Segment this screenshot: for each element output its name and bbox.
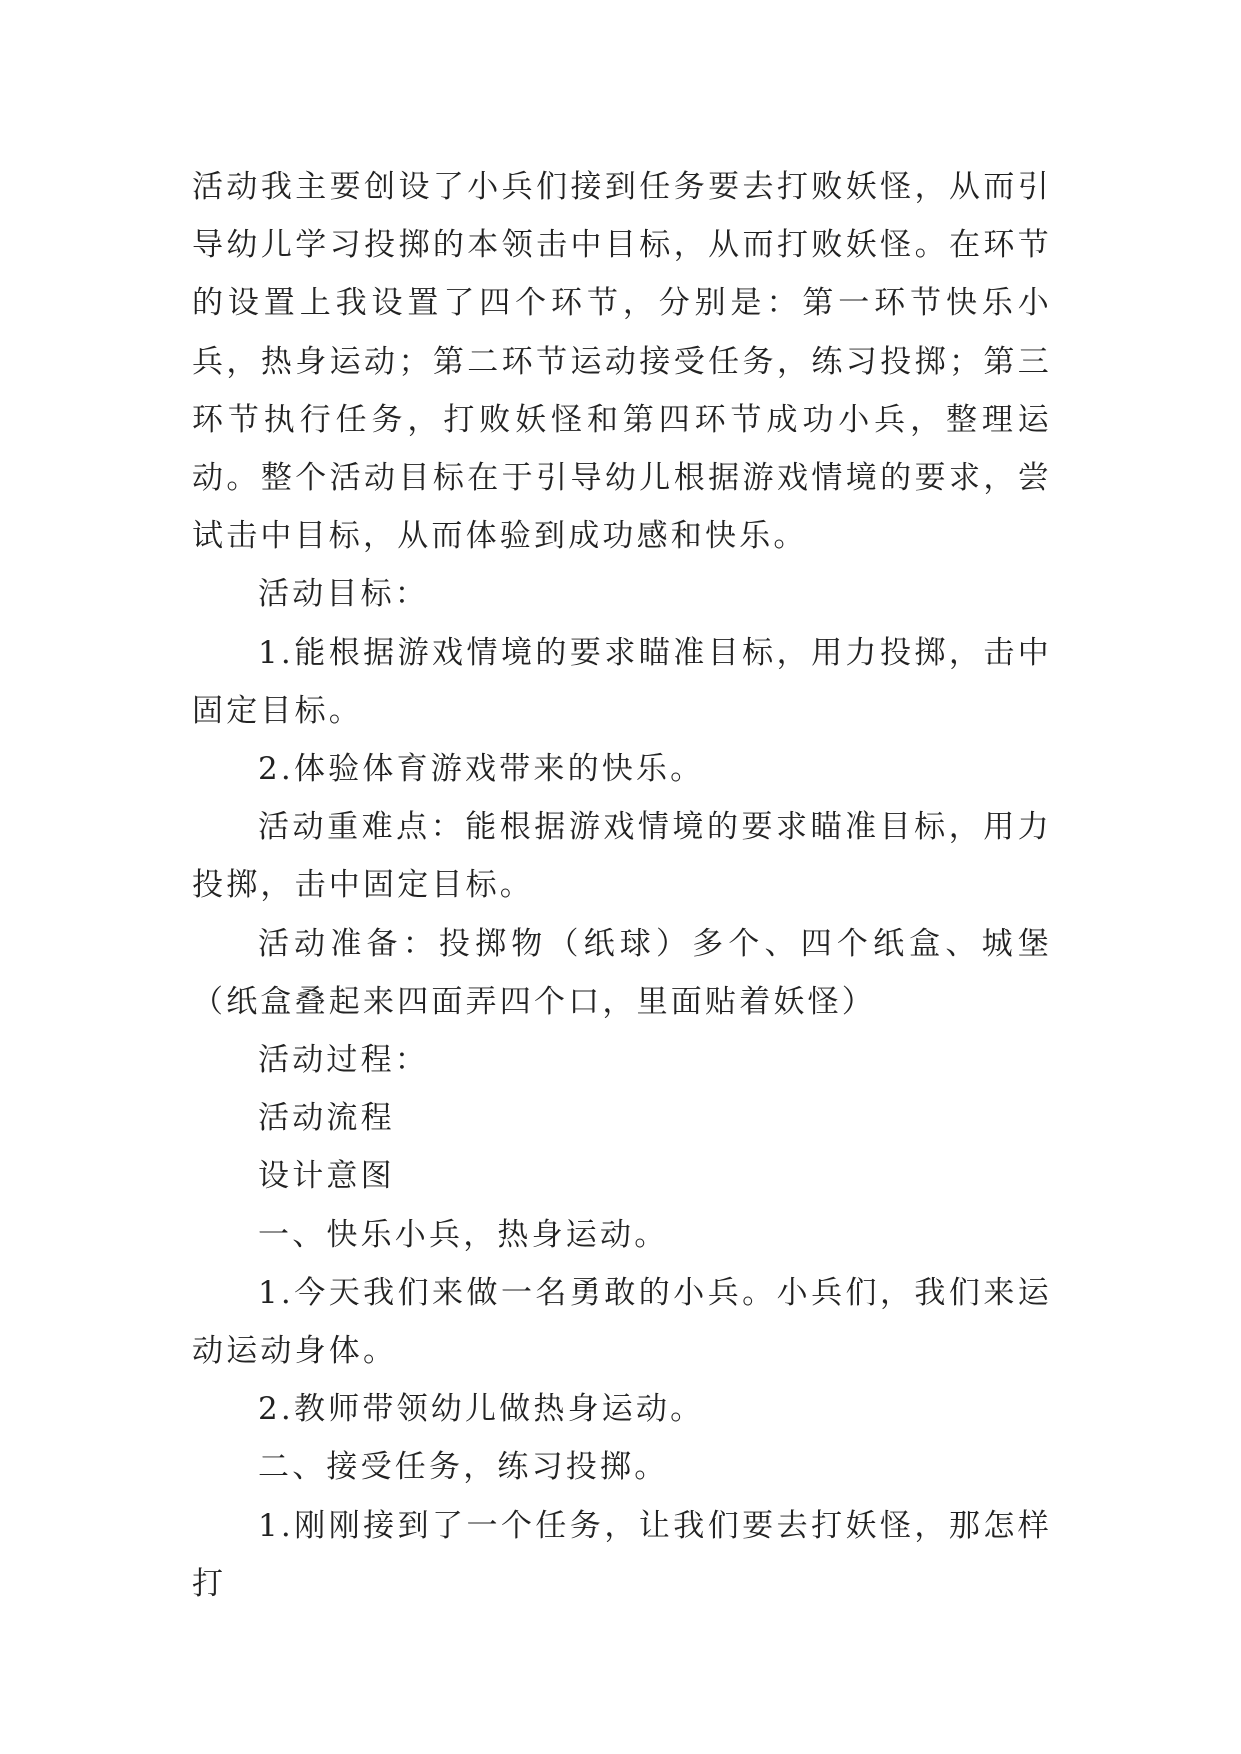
label-activity-flow: 活动流程 (258, 1100, 395, 1137)
section2-item-1: 1.刚刚接到了一个任务，让我们要去打妖怪，那怎样打 (192, 1507, 1052, 1602)
document-body (192, 158, 1052, 1613)
paragraph-preparation: 活动准备：投掷物（纸球）多个、四个纸盒、城堡（纸盒叠起来四面弄四个口，里面贴着妖怪） (192, 925, 1052, 1020)
paragraph-key-points: 活动重难点：能根据游戏情境的要求瞄准目标，用力投掷，击中固定目标。 (192, 809, 1052, 904)
label-design-intent: 设计意图 (258, 1158, 395, 1195)
section1-item-2: 2.教师带领幼儿做热身运动。 (258, 1391, 705, 1428)
goal-item-1: 1.能根据游戏情境的要求瞄准目标，用力投掷，击中固定目标。 (192, 634, 1052, 729)
heading-activity-goals: 活动目标： (258, 576, 429, 613)
section-heading-1: 一、快乐小兵，热身运动。 (258, 1216, 669, 1253)
section-heading-2: 二、接受任务，练习投掷。 (258, 1449, 669, 1486)
paragraph-intro: 活动我主要创设了小兵们接到任务要去打败妖怪，从而引导幼儿学习投掷的本领击中目标，从而打败妖怪。在环节的设置上我设置了四个环节，分别是：第一环节快乐小兵，热身运动；第二环节运动接受任务，练习投掷；第三环节执行任务，打败妖怪和第四环节成功小兵，整理运动。整个活动目标在于引导幼儿根据游戏情境的要求，尝试击中目标，从而体验到成功感和快乐。 (192, 169, 1052, 555)
heading-activity-process: 活动过程： (258, 1042, 429, 1079)
section1-item-1: 1.今天我们来做一名勇敢的小兵。小兵们，我们来运动运动身体。 (192, 1274, 1052, 1370)
goal-item-2: 2.体验体育游戏带来的快乐。 (258, 751, 705, 788)
